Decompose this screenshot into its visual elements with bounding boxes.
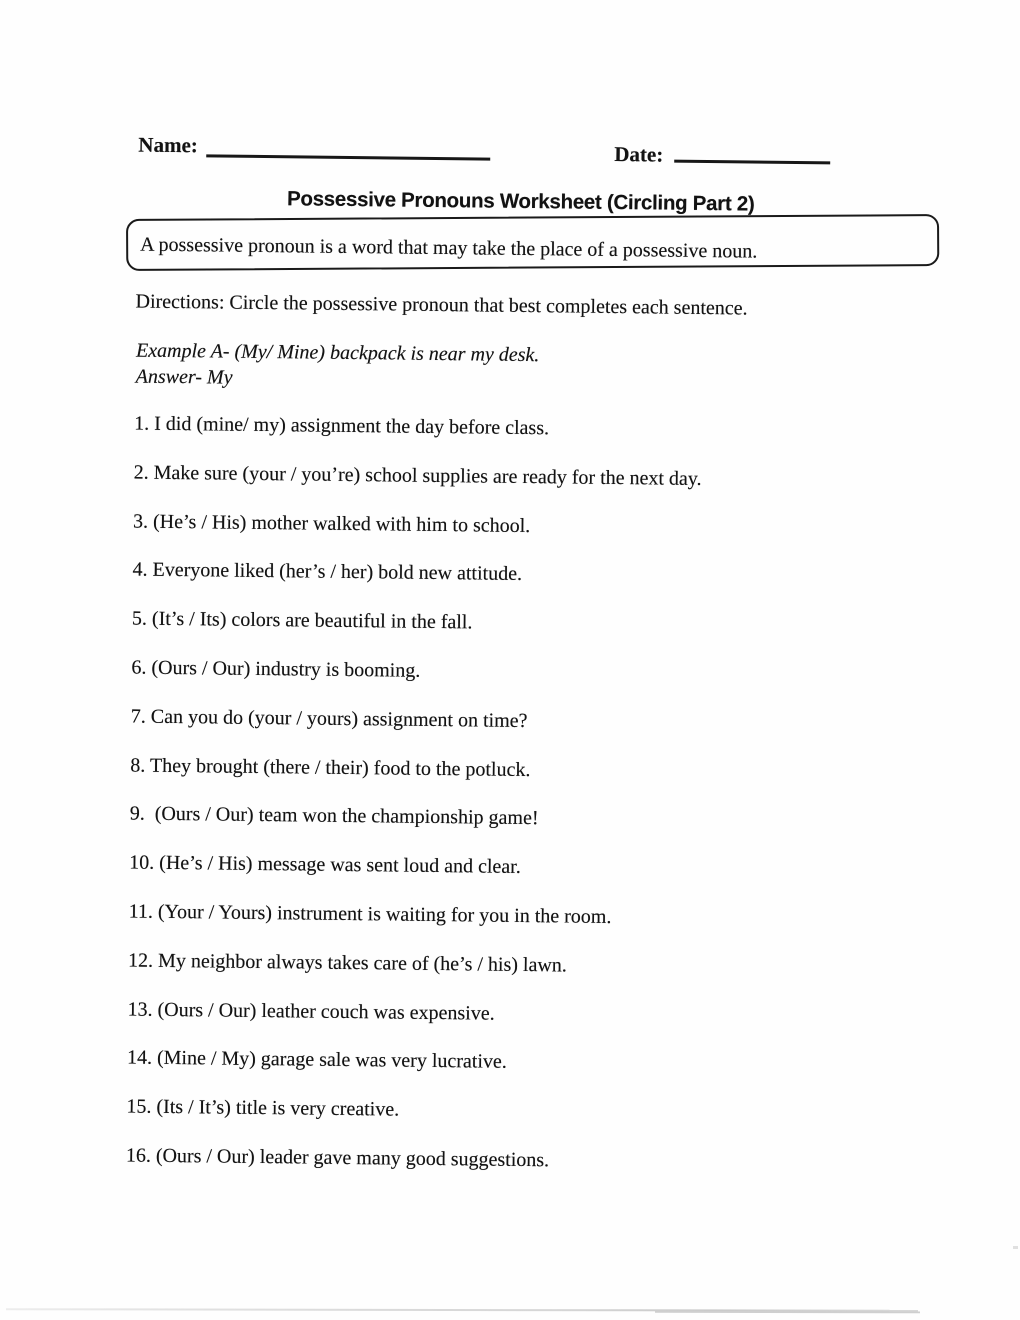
worksheet-item: 6. (Ours / Our) industry is booming. bbox=[131, 656, 421, 682]
worksheet-item: 3. (He’s / His) mother walked with him to school. bbox=[132, 510, 531, 537]
worksheet-item: 1. I did (mine/ my) assignment the day before class. bbox=[134, 412, 550, 440]
worksheet-item: 7. Can you do (your / yours) assignment on time? bbox=[130, 705, 528, 732]
worksheet-item: 10. (He’s / His) message was sent loud and clear. bbox=[129, 851, 521, 879]
directions-text: Directions: Circle the possessive pronoun that best completes each sentence. bbox=[135, 290, 748, 320]
page-title: Possessive Pronouns Worksheet (Circling Part 2) bbox=[286, 187, 755, 216]
worksheet-item: 11. (Your / Yours) instrument is waiting for you in the room. bbox=[128, 900, 612, 928]
worksheet-item: 9. (Ours / Our) team won the championship game! bbox=[129, 802, 539, 830]
date-label: Date: bbox=[614, 141, 664, 167]
worksheet-item: 15. (Its / It’s) title is very creative. bbox=[126, 1095, 400, 1121]
scan-artifact-dot bbox=[1013, 1246, 1018, 1249]
worksheet-item: 13. (Ours / Our) leather couch was expensive. bbox=[127, 998, 495, 1025]
example-line-1: Example A- (My/ Mine) backpack is near my desk. bbox=[135, 339, 540, 367]
worksheet-item: 12. My neighbor always takes care of (he’s / his) lawn. bbox=[127, 949, 567, 977]
date-blank-line bbox=[674, 136, 830, 165]
example-block bbox=[136, 338, 540, 395]
worksheet-item: 2. Make sure (your / you’re) school supplies are ready for the next day. bbox=[133, 461, 702, 490]
worksheet-item: 4. Everyone liked (her’s / her) bold new attitude. bbox=[132, 558, 523, 586]
worksheet-item: 14. (Mine / My) garage sale was very lucrative. bbox=[126, 1046, 507, 1074]
name-blank-line bbox=[206, 130, 490, 160]
definition-text: A possessive pronoun is a word that may take the place of a possessive noun. bbox=[140, 233, 758, 263]
worksheet-item: 8. They brought (there / their) food to the potluck. bbox=[130, 754, 531, 781]
example-line-2: Answer- My bbox=[135, 365, 233, 389]
name-label: Name: bbox=[138, 132, 198, 158]
worksheet-item: 5. (It’s / Its) colors are beautiful in the fall. bbox=[131, 607, 473, 634]
items-list bbox=[125, 413, 914, 1203]
worksheet-item: 16. (Ours / Our) leader gave many good suggestions. bbox=[125, 1144, 550, 1172]
